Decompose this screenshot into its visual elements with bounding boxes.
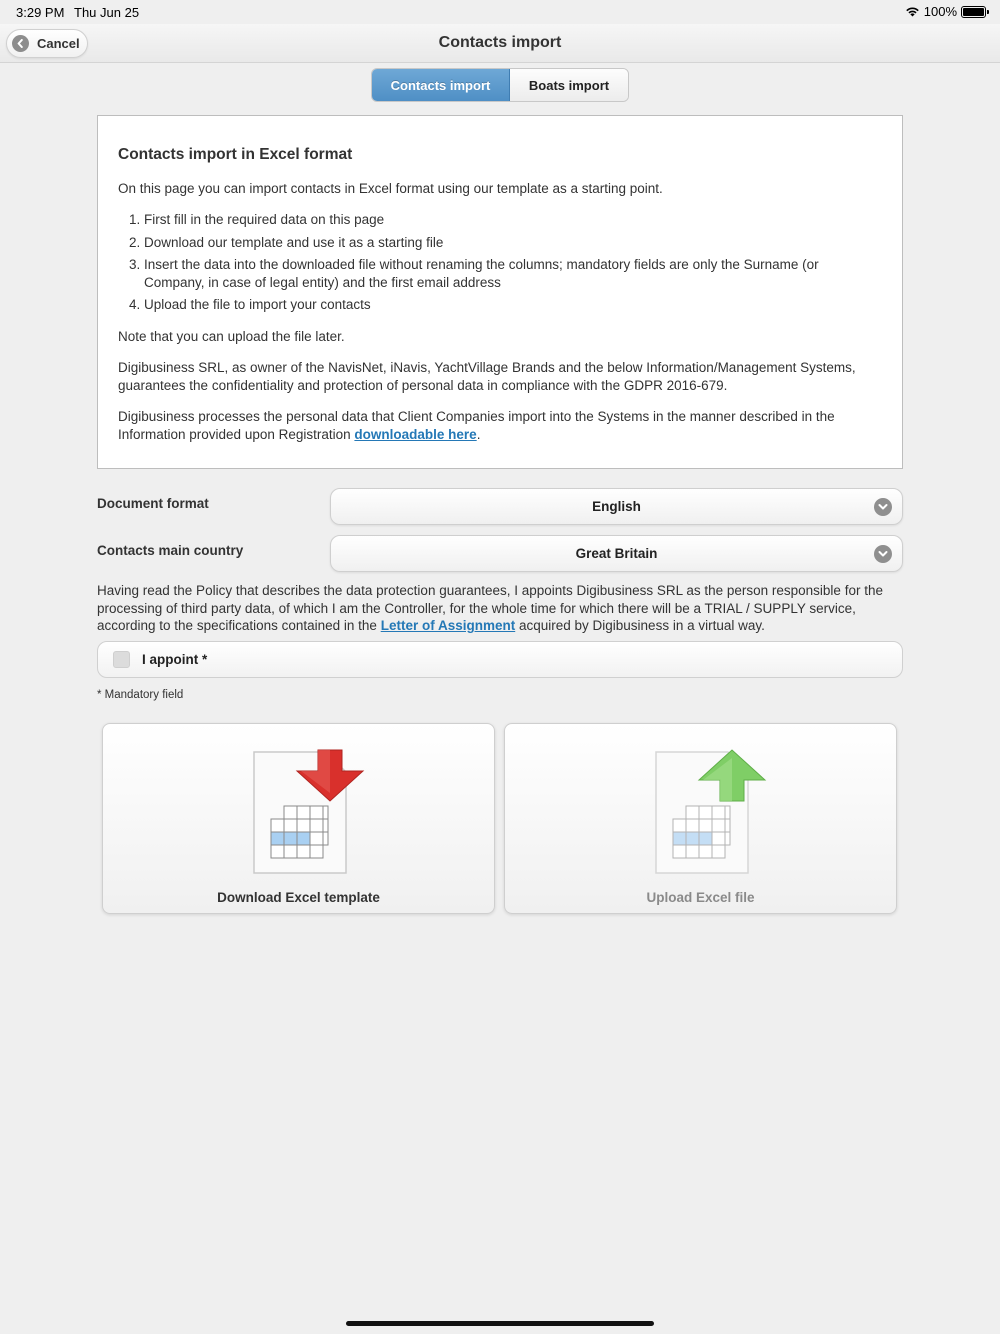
excel-upload-icon — [653, 749, 768, 875]
tab-contacts-import[interactable]: Contacts import — [372, 69, 510, 101]
processing-end: . — [476, 426, 481, 442]
document-format-label: Document format — [97, 496, 209, 511]
excel-download-icon — [251, 749, 366, 875]
status-right — [905, 4, 986, 19]
info-panel — [97, 115, 903, 469]
chevron-down-icon — [874, 545, 892, 563]
mandatory-note: * Mandatory field — [97, 689, 184, 701]
appoint-checkbox-row[interactable] — [97, 641, 903, 678]
country-select[interactable] — [330, 535, 903, 572]
letter-of-assignment-link[interactable]: Letter of Assignment — [380, 618, 516, 633]
info-title: Contacts import in Excel format — [118, 146, 353, 163]
appoint-checkbox[interactable] — [113, 651, 130, 668]
steps-list — [144, 211, 882, 314]
download-policy-link[interactable]: downloadable here — [354, 426, 477, 442]
step-item: 4. Upload the file to import your contacts — [144, 296, 882, 314]
navigation-header — [0, 24, 1000, 63]
country-value: Great Britain — [575, 546, 658, 561]
info-intro: On this page you can import contacts in Excel format using our template as a starting point. — [118, 180, 663, 196]
info-note: Note that you can upload the file later. — [118, 328, 345, 344]
policy-text-start: Having read the Policy that describes the data protection guarantees, I appoints Digibusiness SRL as the person responsible for the processing of third party data, of which I am the Controller, for the whole time for which there will be a TRIAL / SUPPLY service, according to the specifications contained in the — [97, 583, 883, 633]
document-format-value: English — [592, 499, 641, 514]
step-item: 2. Download our template and use it as a starting file — [144, 234, 882, 252]
policy-text — [97, 582, 907, 635]
cancel-label: Cancel — [37, 36, 80, 51]
download-template-button[interactable] — [102, 723, 495, 914]
processing-text: Digibusiness processes the personal data that Client Companies import into the Systems in the manner described in the Information provided upon Registration — [118, 409, 835, 442]
download-template-label: Download Excel template — [217, 890, 380, 905]
home-indicator[interactable] — [346, 1321, 654, 1326]
wifi-icon — [905, 6, 920, 17]
country-label: Contacts main country — [97, 543, 244, 558]
battery-icon — [961, 6, 986, 18]
page-title: Contacts import — [438, 34, 562, 51]
status-time: 3:29 PM — [16, 5, 65, 20]
policy-text-end: acquired by Digibusiness in a virtual way. — [518, 618, 765, 633]
info-processing — [118, 408, 882, 443]
battery-percent: 100% — [923, 4, 957, 19]
info-gdpr: Digibusiness SRL, as owner of the NavisNet, iNavis, YachtVillage Brands and the below Information/Management Systems, guarantees the confidentiality and protection of personal data in compliance with the GDPR 2016-679. — [118, 360, 856, 393]
appoint-label: I appoint * — [142, 652, 208, 667]
chevron-down-icon — [874, 498, 892, 516]
tab-boats-import[interactable]: Boats import — [510, 69, 628, 101]
step-item: 1. First fill in the required data on this page — [144, 211, 882, 229]
status-date: Thu Jun 25 — [74, 5, 140, 20]
status-bar — [0, 0, 1000, 24]
upload-file-button[interactable] — [504, 723, 897, 914]
document-format-select[interactable] — [330, 488, 903, 525]
import-tabs — [371, 68, 629, 102]
upload-file-label: Upload Excel file — [646, 890, 755, 905]
step-item: 3. Insert the data into the downloaded file without renaming the columns; mandatory fields are only the Surname (or Company, in case of legal entity) and the first email address — [144, 256, 882, 291]
